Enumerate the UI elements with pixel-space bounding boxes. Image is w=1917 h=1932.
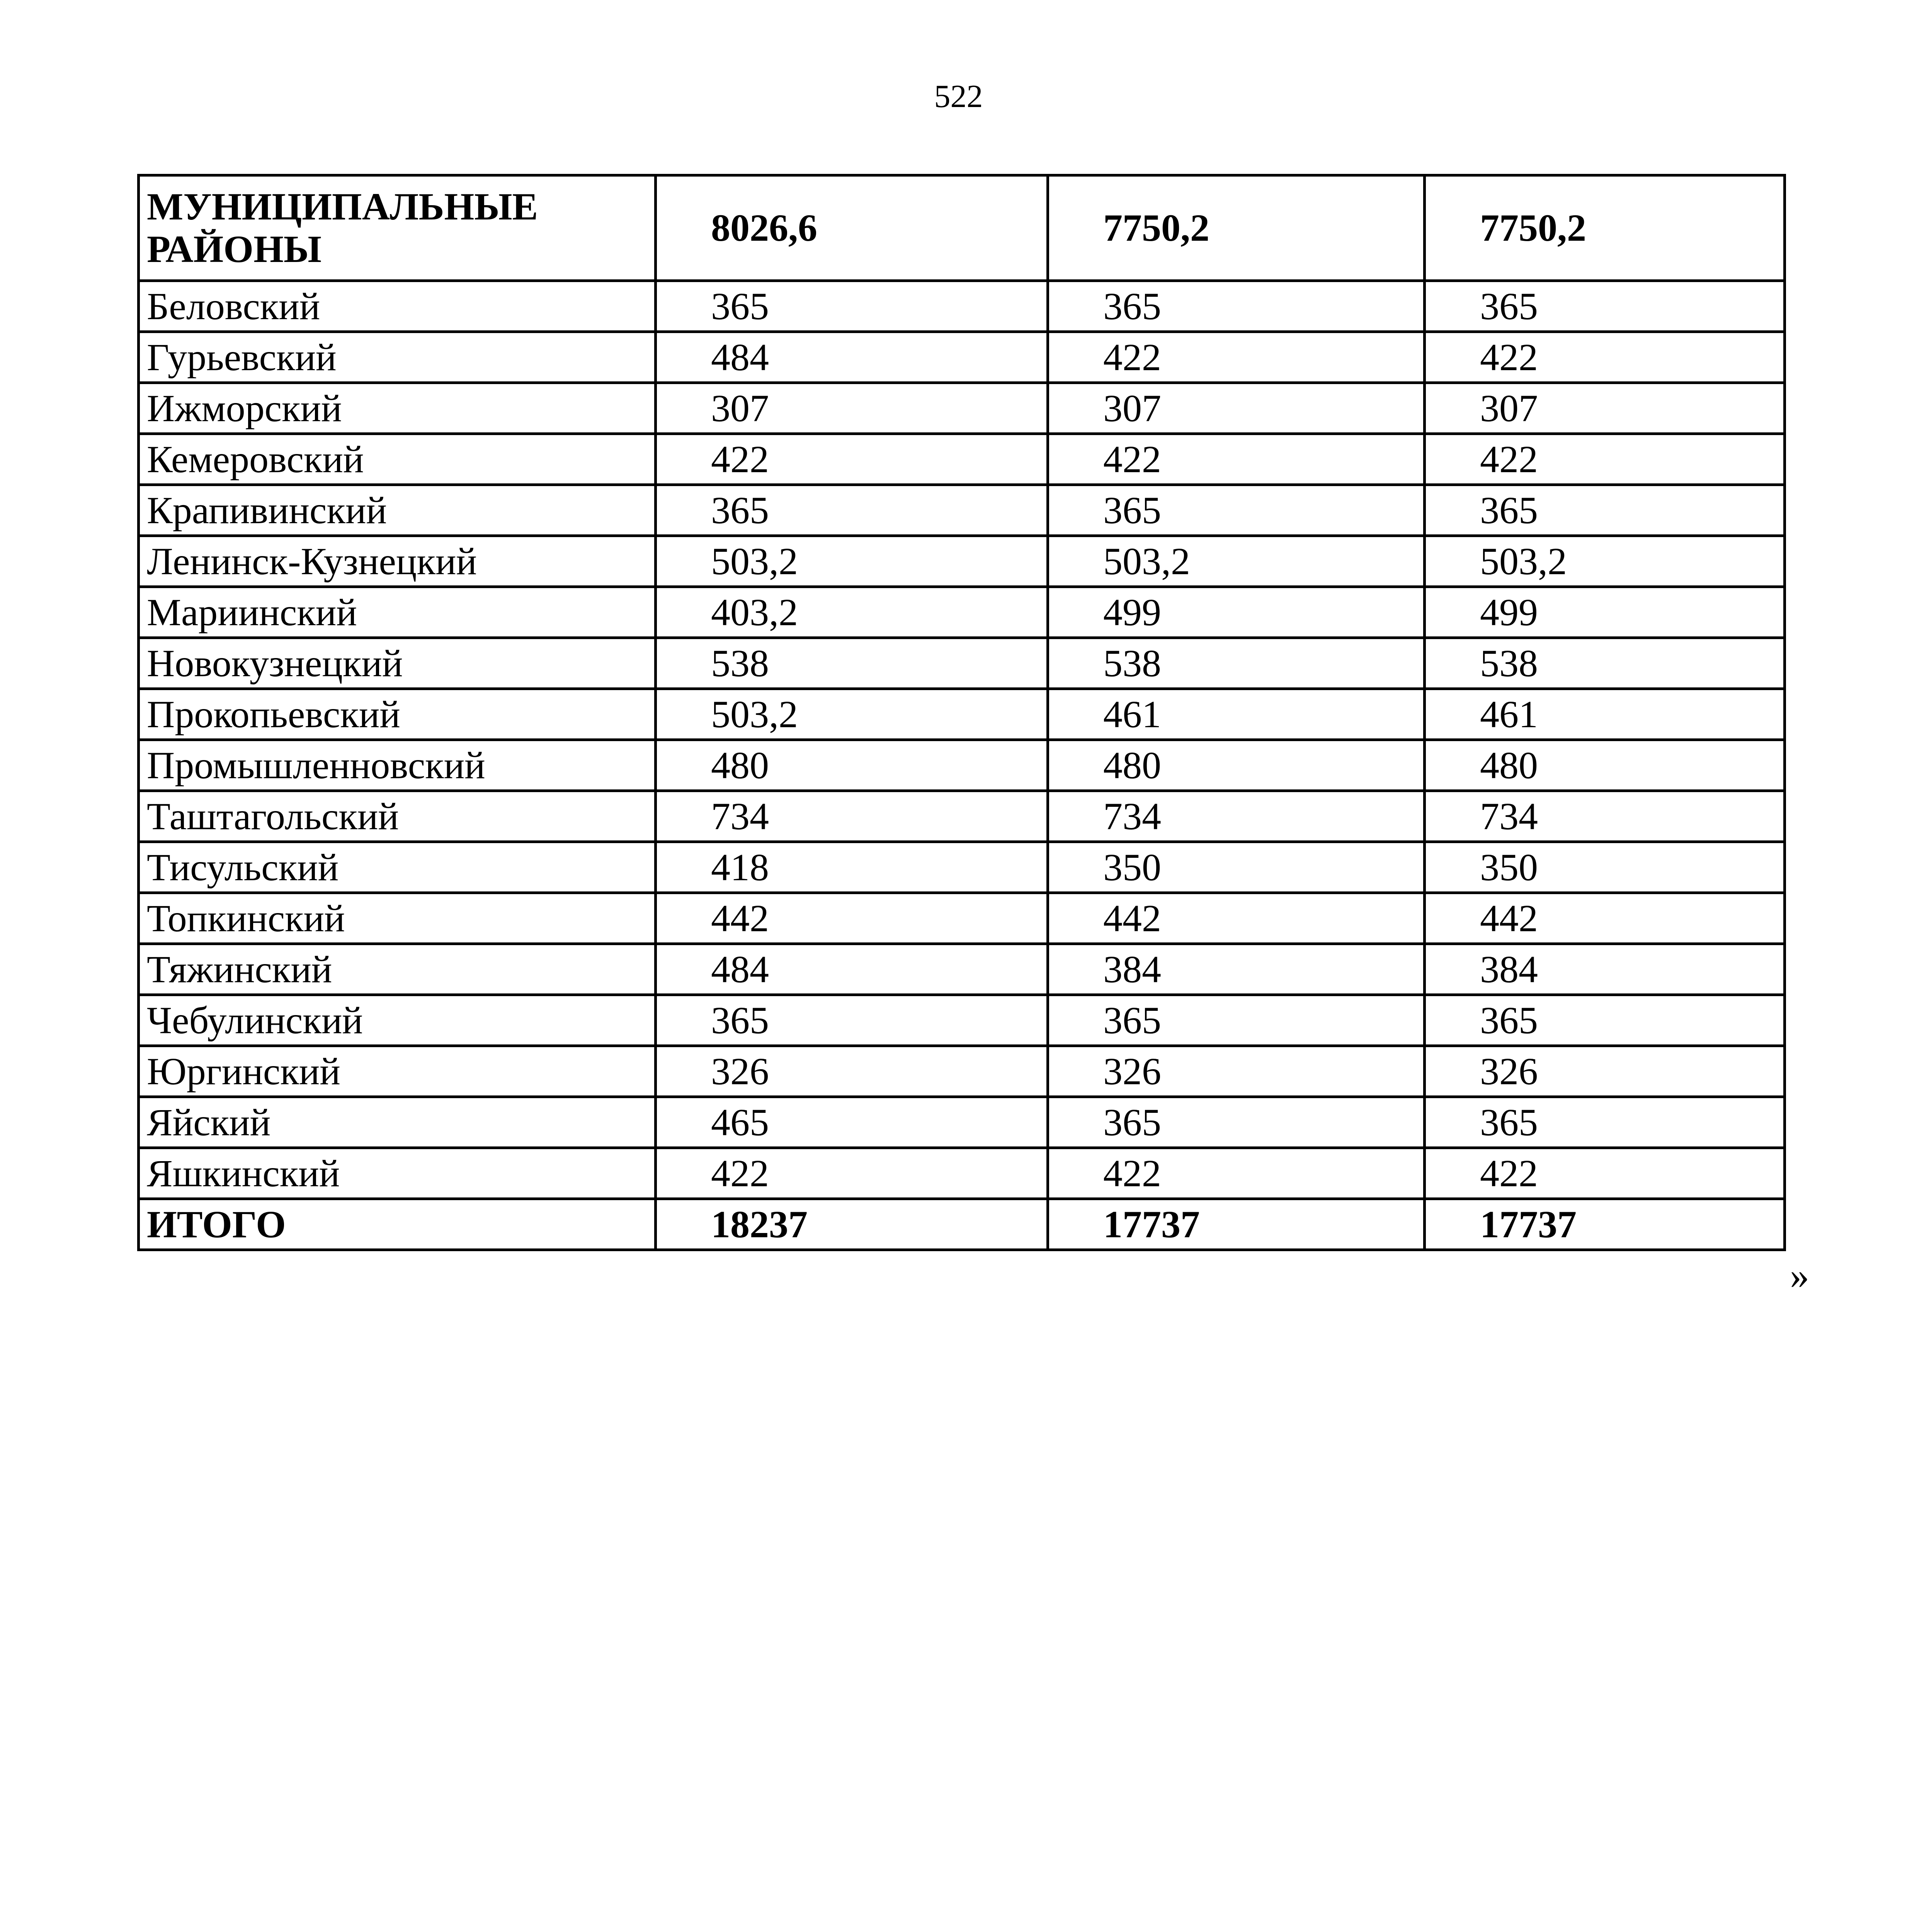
- value-cell: 499: [1048, 587, 1425, 638]
- value-cell: 422: [1048, 434, 1425, 485]
- value-cell: 350: [1048, 842, 1425, 893]
- district-name: Гурьевский: [139, 332, 656, 383]
- value-cell: 465: [656, 1097, 1048, 1148]
- value-cell: 422: [1048, 332, 1425, 383]
- table-row: [139, 944, 1785, 995]
- table-row: [139, 842, 1785, 893]
- table-row: [139, 332, 1785, 383]
- district-name: Крапивинский: [139, 485, 656, 536]
- total-value: 18237: [656, 1199, 1048, 1250]
- value-cell: 326: [656, 1046, 1048, 1097]
- table-row: [139, 383, 1785, 434]
- table-row: [139, 485, 1785, 536]
- value-cell: 365: [1425, 281, 1785, 332]
- value-cell: 480: [656, 740, 1048, 791]
- value-cell: 422: [1425, 434, 1785, 485]
- value-cell: 484: [656, 944, 1048, 995]
- value-cell: 422: [656, 1148, 1048, 1199]
- value-cell: 307: [1048, 383, 1425, 434]
- value-cell: 326: [1048, 1046, 1425, 1097]
- value-cell: 422: [1048, 1148, 1425, 1199]
- value-cell: 350: [1425, 842, 1785, 893]
- district-name: Новокузнецкий: [139, 638, 656, 689]
- table-header-row: [139, 175, 1785, 281]
- district-name: Мариинский: [139, 587, 656, 638]
- page-number: 522: [934, 78, 983, 114]
- table-row: [139, 536, 1785, 587]
- total-label: ИТОГО: [139, 1199, 656, 1250]
- district-name: Ленинск-Кузнецкий: [139, 536, 656, 587]
- table-row: [139, 689, 1785, 740]
- value-cell: 365: [656, 281, 1048, 332]
- table-row: [139, 740, 1785, 791]
- district-name: Юргинский: [139, 1046, 656, 1097]
- value-cell: 538: [656, 638, 1048, 689]
- value-cell: 365: [1048, 1097, 1425, 1148]
- table-row: [139, 281, 1785, 332]
- header-cell-value: 8026,6: [656, 175, 1048, 281]
- table-row: [139, 791, 1785, 842]
- table-row: [139, 1148, 1785, 1199]
- value-cell: 384: [1425, 944, 1785, 995]
- value-cell: 403,2: [656, 587, 1048, 638]
- value-cell: 442: [656, 893, 1048, 944]
- value-cell: 307: [1425, 383, 1785, 434]
- district-name: Тяжинский: [139, 944, 656, 995]
- table-row: [139, 995, 1785, 1046]
- district-name: Промышленновский: [139, 740, 656, 791]
- table-total-row: [139, 1199, 1785, 1250]
- value-cell: 461: [1425, 689, 1785, 740]
- value-cell: 499: [1425, 587, 1785, 638]
- value-cell: 480: [1425, 740, 1785, 791]
- value-cell: 503,2: [656, 689, 1048, 740]
- value-cell: 422: [656, 434, 1048, 485]
- value-cell: 503,2: [656, 536, 1048, 587]
- district-name: Ижморский: [139, 383, 656, 434]
- header-cell-name: МУНИЦИПАЛЬНЫЕ РАЙОНЫ: [139, 175, 656, 281]
- total-value: 17737: [1425, 1199, 1785, 1250]
- table-row: [139, 587, 1785, 638]
- value-cell: 307: [656, 383, 1048, 434]
- value-cell: 365: [1048, 485, 1425, 536]
- district-name: Чебулинский: [139, 995, 656, 1046]
- value-cell: 384: [1048, 944, 1425, 995]
- table-row: [139, 893, 1785, 944]
- value-cell: 538: [1425, 638, 1785, 689]
- value-cell: 442: [1425, 893, 1785, 944]
- value-cell: 734: [656, 791, 1048, 842]
- table-row: [139, 638, 1785, 689]
- value-cell: 538: [1048, 638, 1425, 689]
- table-row: [139, 1046, 1785, 1097]
- district-name: Яшкинский: [139, 1148, 656, 1199]
- value-cell: 734: [1425, 791, 1785, 842]
- value-cell: 734: [1048, 791, 1425, 842]
- district-name: Яйский: [139, 1097, 656, 1148]
- value-cell: 365: [1425, 485, 1785, 536]
- district-name: Кемеровский: [139, 434, 656, 485]
- value-cell: 422: [1425, 1148, 1785, 1199]
- table-row: [139, 1097, 1785, 1148]
- value-cell: 365: [656, 485, 1048, 536]
- municipal-districts-table: [137, 174, 1786, 1251]
- district-name: Прокопьевский: [139, 689, 656, 740]
- value-cell: 480: [1048, 740, 1425, 791]
- district-name: Топкинский: [139, 893, 656, 944]
- district-name: Таштагольский: [139, 791, 656, 842]
- value-cell: 418: [656, 842, 1048, 893]
- value-cell: 365: [1425, 995, 1785, 1046]
- value-cell: 365: [656, 995, 1048, 1046]
- value-cell: 503,2: [1048, 536, 1425, 587]
- value-cell: 422: [1425, 332, 1785, 383]
- district-name: Беловский: [139, 281, 656, 332]
- value-cell: 503,2: [1425, 536, 1785, 587]
- value-cell: 326: [1425, 1046, 1785, 1097]
- value-cell: 484: [656, 332, 1048, 383]
- header-cell-value: 7750,2: [1048, 175, 1425, 281]
- district-name: Тисульский: [139, 842, 656, 893]
- table-row: [139, 434, 1785, 485]
- value-cell: 365: [1048, 995, 1425, 1046]
- total-value: 17737: [1048, 1199, 1425, 1250]
- value-cell: 365: [1048, 281, 1425, 332]
- value-cell: 461: [1048, 689, 1425, 740]
- value-cell: 365: [1425, 1097, 1785, 1148]
- closing-quote-mark: »: [1790, 1254, 1809, 1297]
- header-cell-value: 7750,2: [1425, 175, 1785, 281]
- value-cell: 442: [1048, 893, 1425, 944]
